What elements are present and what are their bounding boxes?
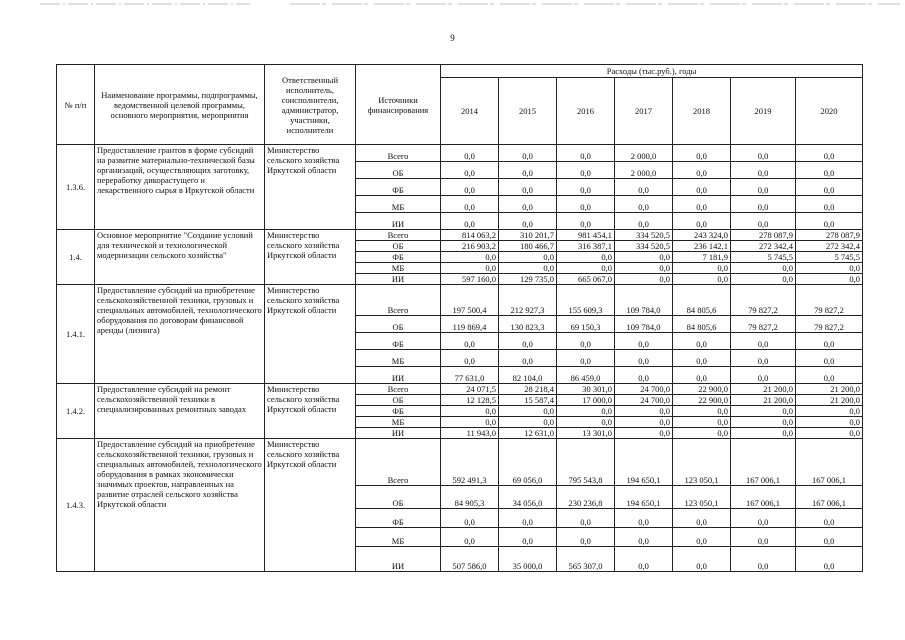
expense-value: 507 586,0	[441, 547, 499, 572]
funding-source: ФБ	[356, 252, 441, 263]
expense-value: 0,0	[673, 333, 731, 350]
expense-value: 0,0	[796, 547, 863, 572]
expense-value: 5 745,5	[796, 252, 863, 263]
expense-value: 0,0	[615, 547, 673, 572]
expense-value: 69 150,3	[557, 316, 615, 333]
expense-value: 0,0	[731, 547, 796, 572]
expense-value: 17 000,0	[557, 395, 615, 406]
expense-value: 0,0	[796, 406, 863, 417]
expense-value: 0,0	[499, 263, 557, 274]
expense-value: 0,0	[731, 196, 796, 213]
expense-value: 0,0	[441, 350, 499, 367]
header-number: № п/п	[57, 65, 95, 145]
expense-value: 79 827,2	[731, 285, 796, 316]
expense-value: 0,0	[557, 252, 615, 263]
header-expenses: Расходы (тыс.руб.), годы	[441, 65, 863, 78]
expense-value: 130 823,3	[499, 316, 557, 333]
expense-value: 0,0	[499, 145, 557, 162]
expense-value: 0,0	[441, 528, 499, 547]
expense-value: 69 056,0	[499, 439, 557, 486]
item-name: Предоставление субсидий на приобретение сельскохозяйственной техники, грузовых и специальных автомобилей, технологического оборудования в рамках экономически значимых проектов, направленных на развитие отраслей сельского хозяйства Иркутской области	[95, 439, 265, 572]
expense-value: 86 459,0	[557, 367, 615, 384]
expense-value: 278 087,9	[731, 230, 796, 241]
expense-value: 0,0	[499, 333, 557, 350]
expense-value: 0,0	[796, 367, 863, 384]
page-number: 9	[450, 33, 455, 43]
expense-value: 0,0	[615, 274, 673, 285]
expense-value: 119 869,4	[441, 316, 499, 333]
expense-value: 272 342,4	[731, 241, 796, 252]
header-year: 2019	[731, 78, 796, 145]
expense-value: 180 466,7	[499, 241, 557, 252]
funding-source: ИИ	[356, 547, 441, 572]
expense-value: 0,0	[673, 162, 731, 179]
header-year: 2020	[796, 78, 863, 145]
expense-value: 0,0	[441, 417, 499, 428]
expense-value: 0,0	[731, 145, 796, 162]
expense-value: 0,0	[441, 509, 499, 528]
expense-value: 0,0	[673, 406, 731, 417]
funding-source: Всего	[356, 439, 441, 486]
expense-value: 334 520,5	[615, 241, 673, 252]
expense-value: 0,0	[615, 179, 673, 196]
expense-value: 0,0	[673, 213, 731, 230]
table-row	[57, 230, 863, 241]
funding-source: ОБ	[356, 486, 441, 509]
expense-value: 0,0	[796, 417, 863, 428]
item-name: Предоставление грантов в форме субсидий на развитие материально-технической базы организаций, осуществляющих заготовку, переработку дикорастущего и лекарственного сырья в Иркутской области	[95, 145, 265, 230]
expense-value: 0,0	[731, 350, 796, 367]
header-year: 2014	[441, 78, 499, 145]
expense-value: 15 587,4	[499, 395, 557, 406]
header-responsible: Ответственный исполнитель, соисполнители, администратор, участники, исполнители	[265, 65, 356, 145]
expense-value: 981 454,1	[557, 230, 615, 241]
expense-value: 194 650,1	[615, 486, 673, 509]
funding-source: МБ	[356, 263, 441, 274]
expense-value: 0,0	[673, 367, 731, 384]
expense-value: 123 050,1	[673, 486, 731, 509]
expense-value: 0,0	[557, 333, 615, 350]
expense-value: 0,0	[731, 274, 796, 285]
expense-value: 84 805,6	[673, 285, 731, 316]
item-responsible: Министерство сельского хозяйства Иркутской области	[265, 439, 356, 572]
item-responsible: Министерство сельского хозяйства Иркутской области	[265, 285, 356, 384]
expense-value: 0,0	[499, 528, 557, 547]
funding-source: ОБ	[356, 316, 441, 333]
expense-value: 0,0	[673, 528, 731, 547]
expense-value: 0,0	[557, 196, 615, 213]
expense-value: 22 900,0	[673, 395, 731, 406]
expense-value: 795 543,8	[557, 439, 615, 486]
expense-value: 0,0	[731, 263, 796, 274]
expense-value: 21 200,0	[796, 384, 863, 395]
item-code: 1.4.2.	[57, 384, 95, 439]
expense-value: 0,0	[557, 162, 615, 179]
item-code: 1.4.3.	[57, 439, 95, 572]
expense-value: 0,0	[673, 263, 731, 274]
expense-value: 7 181,9	[673, 252, 731, 263]
funding-source: МБ	[356, 196, 441, 213]
expense-value: 0,0	[499, 179, 557, 196]
expense-value: 0,0	[499, 196, 557, 213]
expense-value: 0,0	[796, 350, 863, 367]
expense-value: 0,0	[796, 333, 863, 350]
funding-source: Всего	[356, 285, 441, 316]
expense-value: 0,0	[673, 417, 731, 428]
expense-value: 0,0	[615, 367, 673, 384]
expense-value: 77 631,0	[441, 367, 499, 384]
budget-table	[56, 64, 863, 572]
table-row	[57, 384, 863, 395]
expense-value: 0,0	[441, 213, 499, 230]
expense-value: 12 128,5	[441, 395, 499, 406]
expense-value: 0,0	[796, 274, 863, 285]
expense-value: 0,0	[441, 406, 499, 417]
expense-value: 129 735,0	[499, 274, 557, 285]
expense-value: 0,0	[557, 213, 615, 230]
funding-source: Всего	[356, 384, 441, 395]
expense-value: 0,0	[499, 509, 557, 528]
item-name: Предоставление субсидий на приобретение сельскохозяйственной техники, грузовых и специальных автомобилей, технологического оборудования по договорам финансовой аренды (лизинга)	[95, 285, 265, 384]
item-responsible: Министерство сельского хозяйства Иркутской области	[265, 230, 356, 285]
expense-value: 0,0	[615, 350, 673, 367]
expense-value: 0,0	[441, 333, 499, 350]
expense-value: 0,0	[731, 213, 796, 230]
expense-value: 155 609,3	[557, 285, 615, 316]
expense-value: 0,0	[557, 145, 615, 162]
header-year: 2015	[499, 78, 557, 145]
expense-value: 79 827,2	[796, 285, 863, 316]
expense-value: 0,0	[796, 162, 863, 179]
table-row	[57, 145, 863, 162]
expense-value: 0,0	[673, 509, 731, 528]
expense-value: 0,0	[731, 367, 796, 384]
expense-value: 34 056,0	[499, 486, 557, 509]
expense-value: 0,0	[615, 428, 673, 439]
funding-source: ФБ	[356, 509, 441, 528]
funding-source: ОБ	[356, 162, 441, 179]
expense-value: 565 307,0	[557, 547, 615, 572]
funding-source: ИИ	[356, 428, 441, 439]
expense-value: 0,0	[499, 252, 557, 263]
expense-value: 0,0	[731, 428, 796, 439]
expense-value: 167 006,1	[796, 486, 863, 509]
expense-value: 79 827,2	[731, 316, 796, 333]
item-code: 1.3.6.	[57, 145, 95, 230]
expense-value: 30 301,0	[557, 384, 615, 395]
item-responsible: Министерство сельского хозяйства Иркутской области	[265, 384, 356, 439]
item-name: Основное мероприятие "Создание условий для технической и технологической модернизации сельского хозяйства"	[95, 230, 265, 285]
expense-value: 0,0	[796, 179, 863, 196]
expense-value: 21 200,0	[796, 395, 863, 406]
expense-value: 0,0	[731, 509, 796, 528]
expense-value: 21 200,0	[731, 384, 796, 395]
expense-value: 0,0	[615, 528, 673, 547]
expense-value: 21 200,0	[731, 395, 796, 406]
expense-value: 597 160,0	[441, 274, 499, 285]
expense-value: 0,0	[796, 196, 863, 213]
expense-value: 0,0	[673, 274, 731, 285]
expense-value: 109 784,0	[615, 316, 673, 333]
expense-value: 24 071,5	[441, 384, 499, 395]
expense-value: 84 805,6	[673, 316, 731, 333]
expense-value: 0,0	[796, 213, 863, 230]
expense-value: 11 943,0	[441, 428, 499, 439]
expense-value: 0,0	[615, 406, 673, 417]
expense-value: 0,0	[615, 333, 673, 350]
expense-value: 123 050,1	[673, 439, 731, 486]
expense-value: 167 006,1	[731, 439, 796, 486]
expense-value: 0,0	[499, 417, 557, 428]
expense-value: 12 631,0	[499, 428, 557, 439]
expense-value: 665 067,0	[557, 274, 615, 285]
expense-value: 0,0	[796, 263, 863, 274]
expense-value: 278 087,9	[796, 230, 863, 241]
funding-source: МБ	[356, 417, 441, 428]
expense-value: 212 927,3	[499, 285, 557, 316]
expense-value: 13 301,0	[557, 428, 615, 439]
expense-value: 0,0	[731, 179, 796, 196]
expense-value: 334 520,5	[615, 230, 673, 241]
table-row	[57, 439, 863, 486]
expense-value: 0,0	[441, 145, 499, 162]
funding-source: ОБ	[356, 395, 441, 406]
funding-source: ИИ	[356, 213, 441, 230]
expense-value: 0,0	[441, 196, 499, 213]
expense-value: 35 000,0	[499, 547, 557, 572]
expense-value: 167 006,1	[796, 439, 863, 486]
expense-value: 0,0	[731, 528, 796, 547]
expense-value: 0,0	[615, 417, 673, 428]
expense-value: 0,0	[499, 406, 557, 417]
expense-value: 0,0	[441, 162, 499, 179]
expense-value: 0,0	[441, 179, 499, 196]
expense-value: 24 700,0	[615, 384, 673, 395]
expense-value: 28 218,4	[499, 384, 557, 395]
table-row	[57, 285, 863, 316]
expense-value: 0,0	[796, 145, 863, 162]
expense-value: 0,0	[499, 350, 557, 367]
expense-value: 0,0	[731, 162, 796, 179]
expense-value: 0,0	[796, 528, 863, 547]
expense-value: 0,0	[441, 252, 499, 263]
expense-value: 167 006,1	[731, 486, 796, 509]
expense-value: 0,0	[731, 417, 796, 428]
expense-value: 0,0	[731, 406, 796, 417]
funding-source: ОБ	[356, 241, 441, 252]
expense-value: 0,0	[499, 213, 557, 230]
expense-value: 0,0	[615, 509, 673, 528]
expense-value: 0,0	[615, 213, 673, 230]
funding-source: ИИ	[356, 274, 441, 285]
expense-value: 0,0	[557, 509, 615, 528]
expense-value: 0,0	[557, 263, 615, 274]
expense-value: 0,0	[673, 428, 731, 439]
expense-value: 0,0	[731, 333, 796, 350]
header-source: Источники финансирования	[356, 65, 441, 145]
header-year: 2018	[673, 78, 731, 145]
expense-value: 82 104,0	[499, 367, 557, 384]
expense-value: 272 342,4	[796, 241, 863, 252]
expense-value: 0,0	[557, 417, 615, 428]
item-code: 1.4.	[57, 230, 95, 285]
funding-source: Всего	[356, 230, 441, 241]
expense-value: 230 236,8	[557, 486, 615, 509]
expense-value: 0,0	[673, 547, 731, 572]
expense-value: 24 700,0	[615, 395, 673, 406]
item-name: Предоставление субсидий на ремонт сельскохозяйственной техники в специализированных ремонтных заводах	[95, 384, 265, 439]
expense-value: 0,0	[796, 509, 863, 528]
expense-value: 316 387,1	[557, 241, 615, 252]
header-name: Наименование программы, подпрограммы, ведомственной целевой программы, основного мероприятия, мероприятия	[95, 65, 265, 145]
expense-value: 310 201,7	[499, 230, 557, 241]
expense-value: 22 900,0	[673, 384, 731, 395]
item-code: 1.4.1.	[57, 285, 95, 384]
expense-value: 0,0	[557, 528, 615, 547]
expense-value: 0,0	[499, 162, 557, 179]
expense-value: 814 063,2	[441, 230, 499, 241]
funding-source: ФБ	[356, 333, 441, 350]
expense-value: 0,0	[673, 145, 731, 162]
expense-value: 236 142,1	[673, 241, 731, 252]
funding-source: ФБ	[356, 179, 441, 196]
expense-value: 0,0	[615, 252, 673, 263]
funding-source: ФБ	[356, 406, 441, 417]
expense-value: 0,0	[557, 179, 615, 196]
expense-value: 0,0	[615, 196, 673, 213]
funding-source: МБ	[356, 528, 441, 547]
expense-value: 243 324,0	[673, 230, 731, 241]
expense-value: 109 784,0	[615, 285, 673, 316]
expense-value: 5 745,5	[731, 252, 796, 263]
header-year: 2016	[557, 78, 615, 145]
expense-value: 2 000,0	[615, 145, 673, 162]
expense-value: 2 000,0	[615, 162, 673, 179]
expense-value: 216 903,2	[441, 241, 499, 252]
funding-source: МБ	[356, 350, 441, 367]
expense-value: 0,0	[673, 350, 731, 367]
scan-artifact-marks	[0, 0, 905, 12]
expense-value: 0,0	[673, 196, 731, 213]
expense-value: 0,0	[557, 350, 615, 367]
header-year: 2017	[615, 78, 673, 145]
item-responsible: Министерство сельского хозяйства Иркутской области	[265, 145, 356, 230]
expense-value: 0,0	[441, 263, 499, 274]
expense-value: 79 827,2	[796, 316, 863, 333]
expense-value: 0,0	[615, 263, 673, 274]
expense-value: 0,0	[557, 406, 615, 417]
expense-value: 194 650,1	[615, 439, 673, 486]
funding-source: ИИ	[356, 367, 441, 384]
expense-value: 84 905,3	[441, 486, 499, 509]
expense-value: 0,0	[796, 428, 863, 439]
expense-value: 197 500,4	[441, 285, 499, 316]
funding-source: Всего	[356, 145, 441, 162]
expense-value: 0,0	[673, 179, 731, 196]
expense-value: 592 491,3	[441, 439, 499, 486]
